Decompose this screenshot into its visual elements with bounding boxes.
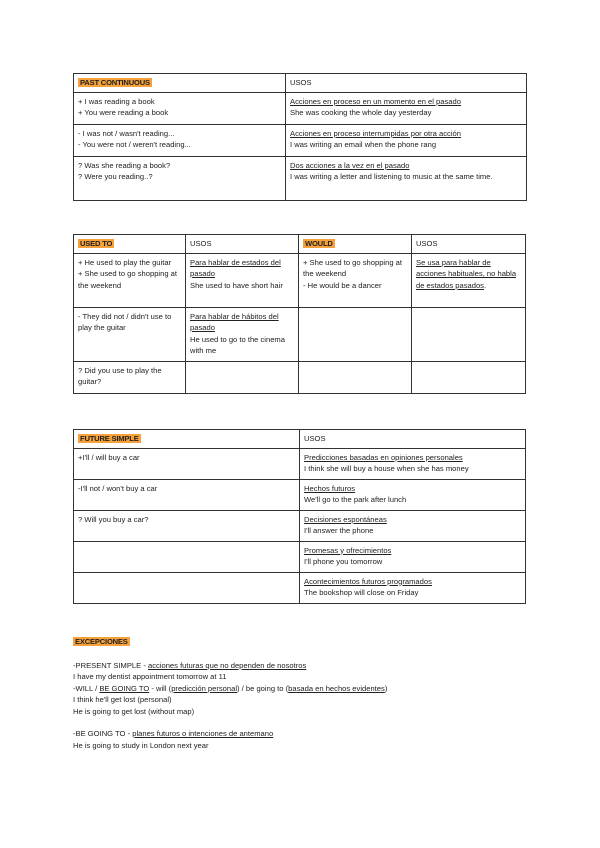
be-going-to-rule — [73, 728, 533, 740]
use-example: I'll answer the phone — [304, 526, 374, 535]
present-simple-rule — [73, 660, 533, 672]
used-to-examples: + He used to play the guitar + She used to go shopping at the weekend — [78, 257, 178, 290]
example-line: ? Were you reading..? — [78, 172, 153, 181]
example-line: ? Will you buy a car? — [78, 514, 149, 524]
use-title: Para hablar de estados del pasado — [190, 257, 281, 278]
used-to-header: USED TO — [80, 239, 113, 248]
use-title: Acontecimientos futuros programados — [304, 576, 432, 586]
empty-cell — [299, 361, 412, 393]
future-simple-table — [73, 429, 526, 604]
use-example: The bookshop will close on Friday — [304, 588, 419, 597]
empty-cell — [299, 307, 412, 361]
will-going-to-rule — [73, 683, 533, 695]
separator: - — [141, 660, 148, 670]
separator: - — [125, 729, 133, 738]
use-title: Predicciones basadas en opiniones personales — [304, 452, 463, 462]
use-title: Hechos futuros — [304, 483, 356, 493]
rule-text: ) — [384, 683, 388, 693]
use-title: Promesas y ofrecimientos — [304, 545, 392, 555]
exceptions-title: EXCEPCIONES — [75, 637, 128, 646]
empty-cell — [74, 541, 300, 572]
use-title: Acciones en proceso en un momento en el pasado — [290, 96, 461, 106]
use-example: I was writing an email when the phone rang — [290, 140, 437, 149]
example-line: - You were not / weren't reading... — [78, 140, 191, 149]
use-example: We'll go to the park after lunch — [304, 495, 407, 504]
use-title: Acciones en proceso interrumpidas por otra acción — [290, 128, 461, 138]
empty-cell — [186, 361, 299, 393]
example-line: - I was not / wasn't reading... — [78, 128, 175, 138]
use-title: Dos acciones a la vez en el pasado — [290, 160, 410, 170]
would-examples: + She used to go shopping at the weekend - He would be a dancer — [303, 257, 403, 290]
rule-text: - will ( — [149, 683, 172, 693]
past-continuous-header: PAST CONTINUOUS — [80, 78, 150, 87]
use-example: I'll phone you tomorrow — [304, 557, 383, 566]
rule-example: I think he'll get lost (personal) — [73, 695, 172, 704]
uses-header: USOS — [190, 239, 212, 248]
use-example: She was cooking the whole day yesterday — [290, 108, 432, 117]
use-example: I was writing a letter and listening to music at the same time. — [290, 172, 493, 181]
use-title: Para hablar de hábitos del pasado — [190, 311, 279, 332]
rule-use: planes futuros o intenciones de antemano — [132, 729, 274, 738]
use-example: She used to have short hair — [190, 280, 283, 290]
example-line: + I was reading a book — [78, 96, 155, 106]
use-example: He used to go to the cinema with me — [190, 334, 285, 355]
uses-header: USOS — [416, 239, 438, 248]
example-line: ? Was she reading a book? — [78, 160, 171, 170]
empty-cell — [412, 307, 526, 361]
example-line: +I'll / will buy a car — [78, 452, 140, 462]
uses-header: USOS — [304, 434, 326, 443]
rule-use: acciones futuras que no dependen de nosotros — [147, 660, 307, 670]
would-header: WOULD — [305, 239, 333, 248]
exceptions-section — [73, 636, 533, 751]
rule-example: He is going to study in London next year — [73, 740, 209, 750]
rule-example: He is going to get lost (without map) — [73, 706, 195, 716]
past-continuous-table — [73, 73, 527, 201]
rule-use: basada en hechos evidentes — [288, 683, 385, 693]
rule-text: ) / be going to ( — [237, 683, 289, 693]
used-to-would-table — [73, 234, 526, 394]
punctuation: . — [483, 280, 487, 290]
empty-cell — [412, 361, 526, 393]
future-simple-header: FUTURE SIMPLE — [80, 434, 139, 443]
rule-use: predicción personal — [171, 683, 238, 693]
used-to-examples: ? Did you use to play the guitar? — [78, 365, 162, 386]
rule-label: -WILL / — [73, 683, 100, 693]
rule-example: I have my dentist appointment tomorrow at 11 — [73, 672, 227, 681]
rule-label: -BE GOING TO — [73, 729, 126, 738]
use-example: I think she will buy a house when she has money — [304, 464, 469, 473]
rule-label: -PRESENT SIMPLE — [73, 660, 142, 670]
example-line: -I'll not / won't buy a car — [78, 483, 158, 493]
empty-cell — [74, 572, 300, 603]
use-title: Decisiones espontáneas — [304, 514, 387, 524]
used-to-examples: - They did not / didn't use to play the guitar — [78, 311, 172, 332]
rule-label-underlined: BE GOING TO — [99, 683, 150, 693]
use-title: Se usa para hablar de acciones habituales, no habla de estados pasados — [416, 257, 517, 290]
example-line: + You were reading a book — [78, 108, 169, 117]
uses-header: USOS — [290, 78, 312, 87]
